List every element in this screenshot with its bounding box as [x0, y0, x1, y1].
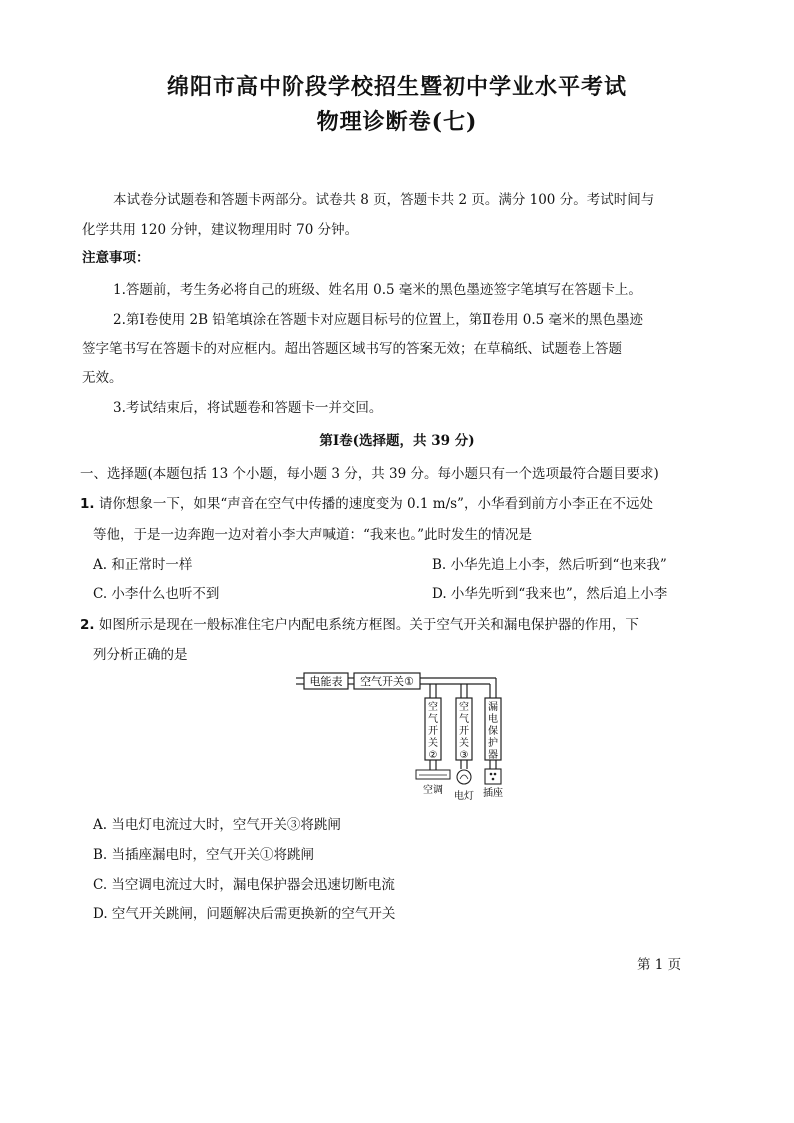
- svg-text:气: 气: [428, 714, 438, 725]
- socket-icon: [485, 769, 501, 784]
- air-conditioner-icon: [416, 770, 450, 779]
- svg-text:关: 关: [428, 738, 438, 749]
- svg-text:护: 护: [488, 738, 498, 749]
- question-2-number: 2.: [80, 617, 95, 633]
- question-1-option-d: D. 小华先听到“我来也”，然后追上小李: [432, 586, 668, 602]
- question-1-option-a: A. 和正常时一样: [93, 557, 193, 573]
- svg-text:开: 开: [428, 726, 438, 737]
- svg-text:②: ②: [428, 750, 438, 761]
- question-1-line-2: 等他，于是一边奔跑一边对着小李大声喊道：“我来也。”此时发生的情况是: [93, 527, 533, 543]
- question-2-text: 如图所示是现在一般标准住宅户内配电系统方框图。关于空气开关和漏电保护器的作用，下: [98, 617, 639, 633]
- question-1-number: 1.: [80, 496, 95, 512]
- svg-text:保: 保: [488, 726, 498, 737]
- question-2-option-b: B. 当插座漏电时，空气开关①将跳闸: [93, 847, 315, 863]
- question-1-line-1: [80, 492, 653, 512]
- question-2-line-1: [80, 613, 639, 633]
- svg-text:空: 空: [428, 702, 438, 713]
- section-instruction: 一、选择题(本题包括 13 个小题，每小题 3 分，共 39 分。每小题只有一个选项最符合题目要求): [80, 466, 659, 482]
- notes-item-2-line-1: 2.第Ⅰ卷使用 2B 铅笔填涂在答题卡对应题目标号的位置上，第Ⅱ卷用 0.5 毫米的黑色墨迹: [113, 312, 644, 328]
- svg-text:器: 器: [488, 750, 498, 761]
- svg-text:③: ③: [459, 750, 469, 761]
- lamp-icon: [457, 770, 471, 784]
- intro-line-1: 本试卷分试题卷和答题卡两部分。试卷共 8 页，答题卡共 2 页。满分 100 分。考试时间与: [113, 192, 655, 208]
- socket-label: 插座: [483, 788, 503, 799]
- section-heading: 第Ⅰ卷(选择题，共 39 分): [319, 433, 475, 449]
- question-2-option-c: C. 当空调电流过大时，漏电保护器会迅速切断电流: [93, 877, 395, 893]
- exam-subtitle: 物理诊断卷(七): [316, 109, 478, 135]
- notes-item-2-line-3: 无效。: [82, 370, 123, 386]
- question-1-text: 请你想象一下，如果“声音在空气中传播的速度变为 0.1 m/s”，小华看到前方小李正在不远处: [98, 496, 653, 512]
- lamp-label: 电灯: [454, 791, 474, 802]
- notes-item-2-line-2: 签字笔书写在答题卡的对应框内。超出答题区域书写的答案无效；在草稿纸、试题卷上答题: [82, 341, 622, 357]
- air-conditioner-label: 空调: [423, 785, 443, 796]
- question-2-line-2: 列分析正确的是: [93, 647, 188, 663]
- question-1-option-b: B. 小华先追上小李，然后听到“也来我”: [432, 557, 667, 573]
- svg-text:电: 电: [488, 714, 498, 725]
- notes-item-1: 1.答题前，考生务必将自己的班级、姓名用 0.5 毫米的黑色墨迹签字笔填写在答题卡上。: [113, 282, 642, 298]
- notes-heading: 注意事项：: [82, 250, 150, 266]
- svg-text:空: 空: [459, 702, 469, 713]
- question-1-option-c: C. 小李什么也听不到: [93, 586, 220, 602]
- main-switch-label: 空气开关①: [360, 675, 414, 688]
- exam-title: 绵阳市高中阶段学校招生暨初中学业水平考试: [166, 74, 627, 100]
- notes-item-3: 3.考试结束后，将试题卷和答题卡一并交回。: [113, 400, 383, 416]
- question-2-option-d: D. 空气开关跳闸，问题解决后需更换新的空气开关: [93, 906, 396, 922]
- svg-text:气: 气: [459, 714, 469, 725]
- svg-text:漏: 漏: [488, 702, 498, 713]
- meter-label: 电能表: [309, 675, 343, 688]
- page-number: 第 1 页: [637, 957, 682, 973]
- question-2-option-a: A. 当电灯电流过大时，空气开关③将跳闸: [93, 817, 341, 833]
- svg-text:关: 关: [459, 738, 469, 749]
- svg-text:开: 开: [459, 726, 469, 737]
- distribution-diagram: [290, 665, 530, 805]
- intro-line-2: 化学共用 120 分钟，建议物理用时 70 分钟。: [82, 222, 359, 238]
